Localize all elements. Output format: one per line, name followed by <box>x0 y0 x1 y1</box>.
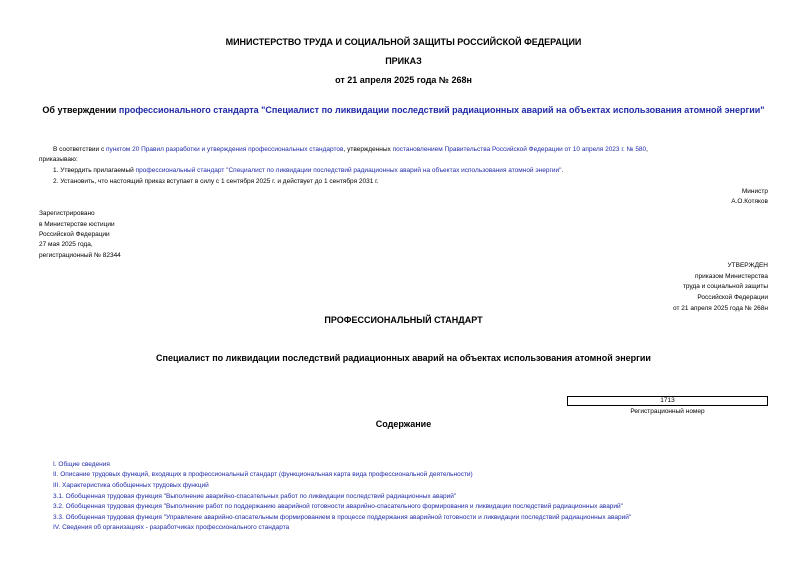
toc-item-function-3-1[interactable]: 3.1. Обобщенная трудовая функция "Выполнение аварийно-спасательных работ по ликвидации последствий радиационных аварий" <box>53 493 457 500</box>
decree-link[interactable]: постановлением Правительства Российской Федерации от 10 апреля 2023 г. № 580 <box>392 146 647 153</box>
reg-number: 1713 <box>660 397 675 404</box>
standard-name: Специалист по ликвидации последствий радиационных аварий на объектах использования атомной энергии <box>156 353 651 363</box>
reg-number-box <box>567 396 768 406</box>
toc-item-general[interactable]: I. Общие сведения <box>53 461 110 468</box>
contents-heading: Содержание <box>375 419 432 429</box>
reg-number-label: Регистрационный номер <box>630 408 705 415</box>
approved-line1: УТВЕРЖДЕН <box>727 262 768 269</box>
signature-name: А.О.Котяков <box>731 198 768 205</box>
doc-type: ПРИКАЗ <box>385 56 422 66</box>
registration-line5: регистрационный № 82344 <box>39 252 121 259</box>
approved-line3: труда и социальной защиты <box>682 283 768 290</box>
toc-item-function-3-2[interactable]: 3.2. Обобщенная трудовая функция "Выполнение работ по поддержанию аварийной готовности аварийно-спасательного формирования и ликвидации последствий радиационных аварий" <box>53 503 623 510</box>
signature-position: Министр <box>741 188 768 195</box>
doc-title-link[interactable]: профессионального стандарта "Специалист по ликвидации последствий радиационных аварий на объектах использования атомной энергии" <box>118 105 765 115</box>
toc-item-characteristics[interactable]: III. Характеристика обобщенных трудовых функций <box>53 482 209 489</box>
toc-item-function-3-3[interactable]: 3.3. Обобщенная трудовая функция "Управление аварийно-спасательным формированием в процессе поддержания аварийной готовности и ликвидации последствий радиационных аварий" <box>53 514 632 521</box>
preamble-line2: приказываю: <box>39 156 78 163</box>
toc-item-functions-map[interactable]: II. Описание трудовых функций, входящих в профессиональный стандарт (функциональная карта вида профессиональной деятельности) <box>53 471 473 478</box>
preamble-part2: , утвержденных <box>343 146 393 153</box>
doc-date-number: от 21 апреля 2025 года № 268н <box>335 75 472 85</box>
approved-line4: Российской Федерации <box>697 294 768 301</box>
order-item-1-suffix: . <box>561 167 564 174</box>
order-item-1 <box>53 166 563 176</box>
doc-title <box>0 105 807 115</box>
preamble-part1: В соответствии с <box>53 146 107 153</box>
preamble-line1 <box>53 145 648 155</box>
order-item-1-prefix: 1. Утвердить прилагаемый <box>53 167 136 174</box>
standard-link[interactable]: профессиональный стандарт "Специалист по ликвидации последствий радиационных аварий на объектах использования атомной энергии" <box>135 167 562 174</box>
toc-item-developers[interactable]: IV. Сведения об организациях - разработчиках профессионального стандарта <box>53 524 290 531</box>
registration-line4: 27 мая 2025 года, <box>39 241 93 248</box>
order-item-2: 2. Установить, что настоящий приказ вступает в силу с 1 сентября 2025 г. и действует до 1 сентября 2031 г. <box>53 178 379 185</box>
registration-line2: в Министерстве юстиции <box>39 221 115 228</box>
rules-link[interactable]: пунктом 20 Правил разработки и утверждения профессиональных стандартов <box>106 146 344 153</box>
preamble-part3: , <box>646 146 648 153</box>
registration-line3: Российской Федерации <box>39 231 110 238</box>
ministry-title: МИНИСТЕРСТВО ТРУДА И СОЦИАЛЬНОЙ ЗАЩИТЫ РОССИЙСКОЙ ФЕДЕРАЦИИ <box>225 37 582 47</box>
registration-line1: Зарегистрировано <box>39 210 95 217</box>
standard-heading: ПРОФЕССИОНАЛЬНЫЙ СТАНДАРТ <box>324 315 483 325</box>
approved-line5: от 21 апреля 2025 года № 268н <box>673 305 768 312</box>
approved-line2: приказом Министерства <box>695 273 768 280</box>
doc-title-prefix: Об утверждении <box>42 105 119 115</box>
